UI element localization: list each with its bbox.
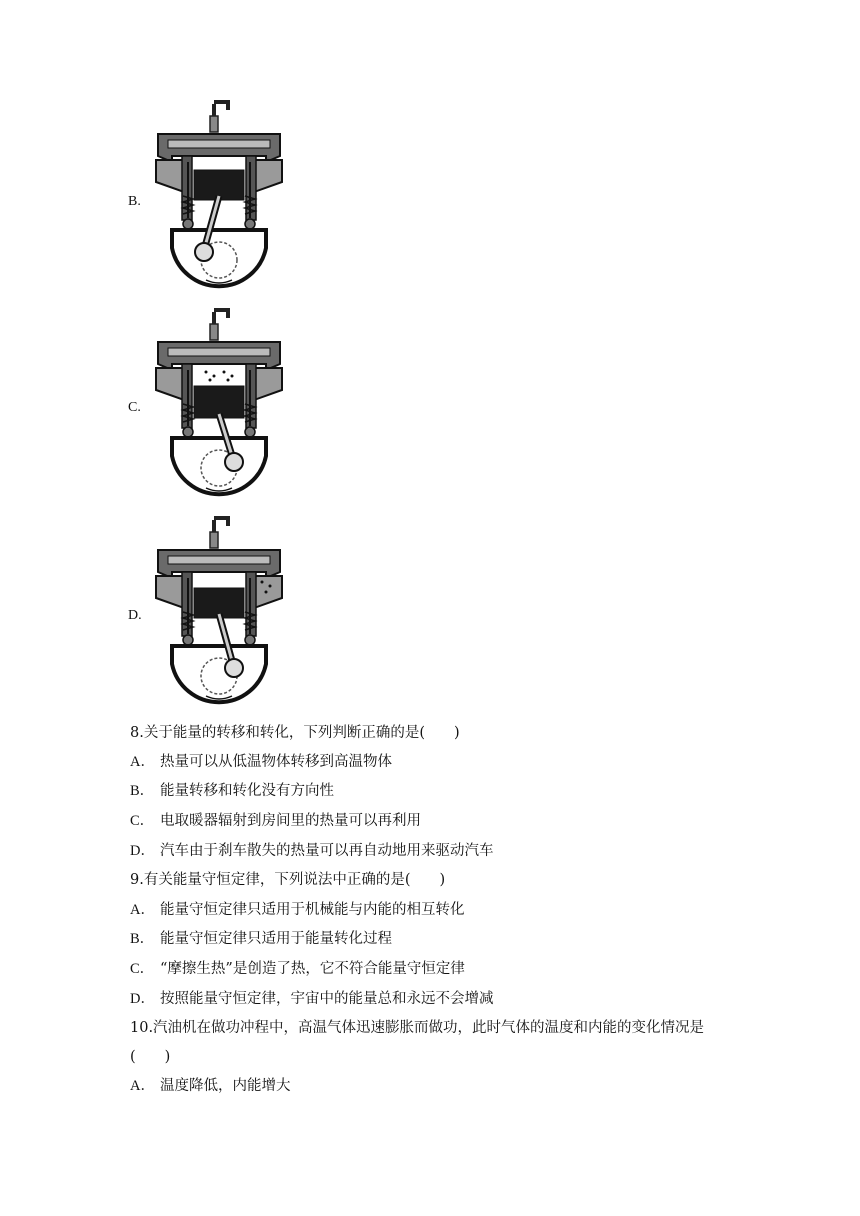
question-10-option-a[interactable] bbox=[130, 1076, 291, 1096]
question-9-option-b[interactable] bbox=[130, 929, 392, 949]
option-letter: D. bbox=[128, 608, 142, 623]
option-text: 温度降低，内能增大 bbox=[160, 1078, 291, 1094]
option-text: “摩擦生热”是创造了热，它不符合能量守恒定律 bbox=[160, 961, 465, 977]
option-text: 能量守恒定律只适用于机械能与内能的相互转化 bbox=[160, 902, 465, 918]
engine-diagram-icon bbox=[154, 100, 284, 300]
option-label: A． bbox=[130, 1078, 155, 1094]
option-letter: B. bbox=[128, 194, 141, 209]
option-label: B． bbox=[130, 783, 155, 799]
option-label: C． bbox=[130, 813, 155, 829]
option-letter: C. bbox=[128, 400, 141, 415]
option-text: 能量转移和转化没有方向性 bbox=[160, 783, 334, 799]
question-8-stem: 8.关于能量的转移和转化，下列判断正确的是( ) bbox=[130, 725, 460, 741]
question-9-stem: 9.有关能量守恒定律，下列说法中正确的是( ) bbox=[130, 872, 446, 888]
question-10-stem-continuation: ( ) bbox=[130, 1049, 171, 1065]
engine-diagram-icon bbox=[154, 516, 284, 716]
option-label: D． bbox=[130, 991, 155, 1007]
option-text: 电取暖器辐射到房间里的热量可以再利用 bbox=[160, 813, 421, 829]
question-9-option-a[interactable] bbox=[130, 900, 465, 920]
option-text: 汽车由于刹车散失的热量可以再自动地用来驱动汽车 bbox=[160, 843, 494, 859]
question-8-option-b[interactable] bbox=[130, 781, 334, 801]
question-8-option-d[interactable] bbox=[130, 841, 494, 861]
option-label: B． bbox=[130, 931, 155, 947]
option-label: C． bbox=[130, 961, 155, 977]
option-label: A． bbox=[130, 902, 155, 918]
question-8-option-a[interactable] bbox=[130, 752, 392, 772]
option-text: 热量可以从低温物体转移到高温物体 bbox=[160, 754, 392, 770]
option-text: 按照能量守恒定律，宇宙中的能量总和永远不会增减 bbox=[160, 991, 494, 1007]
option-label: A． bbox=[130, 754, 155, 770]
question-9-option-c[interactable] bbox=[130, 959, 465, 979]
option-label: D． bbox=[130, 843, 155, 859]
engine-diagram-icon bbox=[154, 308, 284, 508]
question-10-stem: 10.汽油机在做功冲程中，高温气体迅速膨胀而做功，此时气体的温度和内能的变化情况是 bbox=[130, 1020, 705, 1036]
question-8-option-c[interactable] bbox=[130, 811, 421, 831]
question-9-option-d[interactable] bbox=[130, 989, 494, 1009]
option-text: 能量守恒定律只适用于能量转化过程 bbox=[160, 931, 392, 947]
